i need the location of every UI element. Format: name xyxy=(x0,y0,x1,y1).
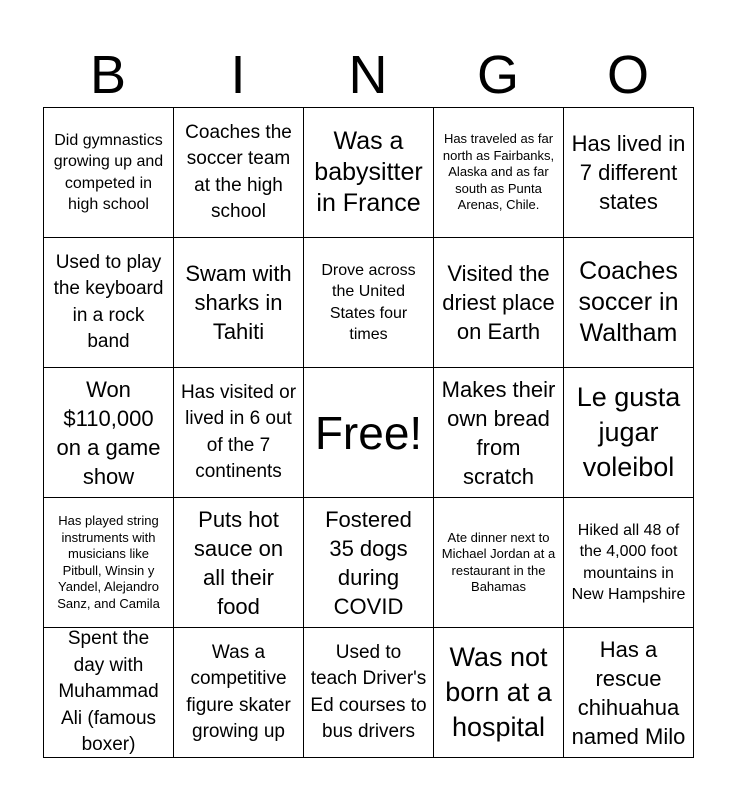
bingo-cell[interactable] xyxy=(434,238,564,368)
header-letter-o: O xyxy=(606,45,649,105)
bingo-cell-text: Used to play the keyboard in a rock band xyxy=(53,251,164,352)
bingo-cell[interactable] xyxy=(434,628,564,758)
bingo-cell[interactable] xyxy=(174,238,304,368)
bingo-cell[interactable] xyxy=(304,498,434,628)
bingo-cell-text: Visited the driest place on Earth xyxy=(442,261,555,344)
header-letter-g: G xyxy=(476,45,519,105)
bingo-cell[interactable] xyxy=(304,238,434,368)
bingo-cell[interactable] xyxy=(564,498,694,628)
bingo-cell-text: Fostered 35 dogs during COVID xyxy=(325,506,412,619)
header-letter-b: B xyxy=(89,45,127,105)
bingo-cell-text: Did gymnastics growing up and competed in high school xyxy=(53,131,164,213)
bingo-cell-text: Used to teach Driver's Ed courses to bus drivers xyxy=(310,641,427,742)
bingo-cell-text: Coaches soccer in Waltham xyxy=(578,257,679,347)
bingo-cell[interactable] xyxy=(304,628,434,758)
bingo-cell-text: Free! xyxy=(314,406,423,459)
bingo-cell[interactable] xyxy=(174,108,304,238)
bingo-cell-text: Swam with sharks in Tahiti xyxy=(185,261,292,344)
bingo-cell-text: Hiked all 48 of the 4,000 foot mountains in New Hampshire xyxy=(571,521,686,603)
bingo-cell[interactable] xyxy=(564,238,694,368)
bingo-cell-text: Coaches the soccer team at the high school xyxy=(185,121,292,222)
bingo-cell[interactable] xyxy=(564,368,694,498)
bingo-cell[interactable] xyxy=(174,628,304,758)
bingo-cell[interactable] xyxy=(434,108,564,238)
bingo-cell[interactable] xyxy=(564,108,694,238)
bingo-cell-text: Ate dinner next to Michael Jordan at a restaurant in the Bahamas xyxy=(441,529,556,594)
bingo-free-cell[interactable] xyxy=(304,368,434,498)
bingo-cell-text: Was not born at a hospital xyxy=(445,642,552,742)
bingo-cell[interactable] xyxy=(434,498,564,628)
bingo-cell[interactable] xyxy=(304,108,434,238)
bingo-cell[interactable] xyxy=(564,628,694,758)
bingo-cell-text: Won $110,000 on a game show xyxy=(56,376,161,489)
bingo-cell-text: Has a rescue chihuahua named Milo xyxy=(571,636,686,749)
bingo-cell-text: Drove across the United States four times xyxy=(321,261,416,343)
bingo-cell-text: Puts hot sauce on all their food xyxy=(193,506,284,619)
bingo-cell-text: Spent the day with Muhammad Ali (famous boxer) xyxy=(58,628,159,756)
bingo-cell-text: Has played string instruments with musicians like Pitbull, Winsin y Yandel, Alejandro Sanz, and Camila xyxy=(57,513,160,611)
bingo-cell[interactable] xyxy=(174,498,304,628)
bingo-cell-text: Was a competitive figure skater growing up xyxy=(186,641,291,742)
bingo-cell-text: Has visited or lived in 6 out of the 7 continents xyxy=(180,381,297,482)
bingo-cell-text: Has lived in 7 different states xyxy=(571,131,686,214)
bingo-cell[interactable] xyxy=(434,368,564,498)
bingo-cell[interactable] xyxy=(44,108,174,238)
bingo-cell[interactable] xyxy=(44,238,174,368)
header-letter-i: I xyxy=(230,45,246,105)
bingo-cell-text: Was a babysitter in France xyxy=(314,127,423,217)
bingo-cell-text: Has traveled as far north as Fairbanks, Alaska and as far south as Punta Arenas, Chile. xyxy=(442,131,555,213)
bingo-cell-text: Le gusta jugar voleibol xyxy=(576,382,681,482)
bingo-cell[interactable] xyxy=(174,368,304,498)
bingo-cell[interactable] xyxy=(44,368,174,498)
bingo-cell-text: Makes their own bread from scratch xyxy=(441,376,556,489)
header-letter-n: N xyxy=(348,45,388,105)
bingo-header xyxy=(43,44,693,106)
bingo-cell[interactable] xyxy=(44,628,174,758)
bingo-cell[interactable] xyxy=(44,498,174,628)
bingo-board xyxy=(43,107,694,758)
